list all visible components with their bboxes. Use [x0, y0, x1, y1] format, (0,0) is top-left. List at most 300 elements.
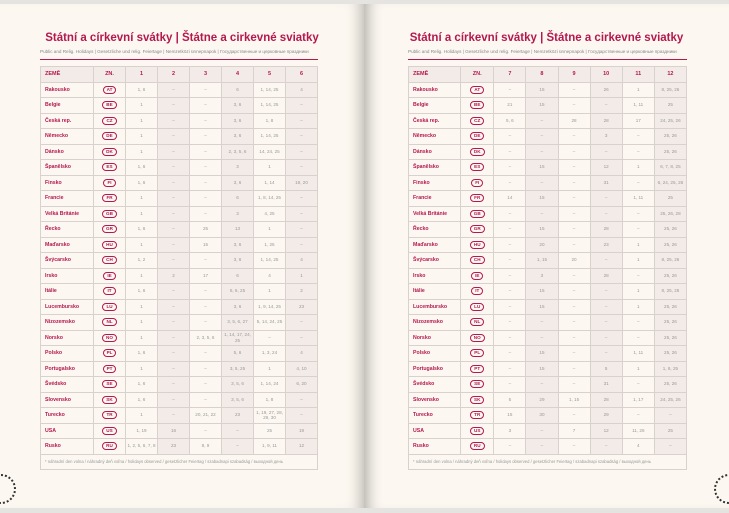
holiday-days-cell: 15 [526, 361, 558, 377]
table-row [41, 268, 318, 284]
holiday-days-cell: – [558, 160, 590, 176]
holiday-days-cell: 25, 26 [654, 315, 686, 331]
country-name: Řecko [41, 222, 94, 238]
holiday-days-cell: – [190, 175, 222, 191]
holiday-days-cell: 1 [126, 315, 158, 331]
table-row [409, 268, 687, 284]
holiday-days-cell: – [158, 160, 190, 176]
table-row [41, 206, 318, 222]
holiday-days-cell: – [590, 98, 622, 114]
holiday-days-cell: – [158, 315, 190, 331]
holiday-days-cell: 1 [126, 330, 158, 346]
holiday-days-cell: 15 [526, 98, 558, 114]
country-code-badge: PL [103, 349, 117, 357]
country-name: Dánsko [409, 144, 461, 160]
holiday-days-cell: 1, 2 [126, 253, 158, 269]
holiday-days-cell: 1, 8, 14, 25 [254, 191, 286, 207]
country-code-badge: HU [470, 241, 485, 249]
country-code-badge: CZ [470, 117, 484, 125]
holiday-days-cell: – [190, 299, 222, 315]
country-name: Švédsko [41, 377, 94, 393]
holiday-days-cell: 3, 5, 6, 27 [222, 315, 254, 331]
holiday-days-cell: – [558, 330, 590, 346]
holiday-days-cell: 3, 6 [222, 237, 254, 253]
holiday-days-cell: – [526, 377, 558, 393]
table-row [41, 299, 318, 315]
holiday-days-cell: – [190, 191, 222, 207]
country-code-cell [461, 237, 494, 253]
holiday-days-cell: – [158, 361, 190, 377]
holiday-days-cell: – [494, 284, 526, 300]
country-name: Finsko [409, 175, 461, 191]
country-code-badge: GB [470, 210, 485, 218]
holiday-days-cell: – [590, 439, 622, 455]
country-code-cell [461, 98, 494, 114]
holiday-days-cell: – [158, 377, 190, 393]
country-name: Norsko [409, 330, 461, 346]
holiday-days-cell: 3, 5, 6 [222, 377, 254, 393]
holiday-days-cell: – [558, 98, 590, 114]
country-code-badge: PL [470, 349, 484, 357]
holiday-days-cell: 1 [622, 299, 654, 315]
decorative-dotted-arc [0, 474, 16, 504]
holiday-days-cell: 6, 20 [286, 377, 318, 393]
country-code-badge: SE [470, 380, 484, 388]
holiday-days-cell: – [158, 408, 190, 424]
country-code-badge: IT [103, 287, 115, 295]
holiday-days-cell: – [286, 330, 318, 346]
country-code-badge: RU [470, 442, 485, 450]
table-row [409, 361, 687, 377]
holiday-days-cell: 3, 6 [222, 253, 254, 269]
holiday-days-cell: 1 [622, 361, 654, 377]
holiday-days-cell: – [158, 82, 190, 98]
country-code-cell [461, 423, 494, 439]
country-code-cell [461, 330, 494, 346]
holiday-days-cell: – [654, 439, 686, 455]
footnote-row [409, 454, 687, 469]
holiday-days-cell: – [494, 206, 526, 222]
holiday-days-cell: – [158, 144, 190, 160]
holiday-days-cell: – [558, 82, 590, 98]
country-code-badge: AT [103, 86, 117, 94]
holiday-days-cell: 1, 6 [126, 284, 158, 300]
holiday-days-cell: 25 [654, 191, 686, 207]
header-row [41, 67, 318, 83]
holiday-days-cell: – [590, 330, 622, 346]
country-name: Itálie [409, 284, 461, 300]
country-name: Finsko [41, 175, 94, 191]
holiday-days-cell: 28 [590, 268, 622, 284]
country-code-cell [461, 392, 494, 408]
holiday-days-cell: 23 [590, 237, 622, 253]
holiday-days-cell: – [622, 408, 654, 424]
holiday-days-cell: 25, 26 [654, 346, 686, 362]
holiday-days-cell: 5, 6, 25 [222, 284, 254, 300]
holiday-days-cell: 3 [494, 423, 526, 439]
holiday-days-cell: – [190, 82, 222, 98]
table-row [409, 175, 687, 191]
holiday-days-cell: 5, 6 [222, 346, 254, 362]
header-month: 5 [254, 67, 286, 83]
holiday-days-cell: 1 [622, 160, 654, 176]
holiday-days-cell: 25 [654, 423, 686, 439]
holiday-days-cell: – [494, 175, 526, 191]
holiday-days-cell: 25, 26 [654, 377, 686, 393]
holiday-days-cell: 1, 6 [126, 82, 158, 98]
country-name: Rusko [41, 439, 94, 455]
holiday-days-cell: 1, 11 [622, 346, 654, 362]
holiday-days-cell: – [286, 392, 318, 408]
holiday-days-cell: – [622, 144, 654, 160]
holiday-days-cell: – [158, 253, 190, 269]
holiday-days-cell: 3 [526, 268, 558, 284]
table-row [41, 144, 318, 160]
holiday-days-cell: 1 [286, 268, 318, 284]
holiday-days-cell: – [494, 361, 526, 377]
holiday-days-cell: – [190, 144, 222, 160]
country-code-cell [94, 253, 126, 269]
country-code-cell [461, 206, 494, 222]
country-name: Španělsko [409, 160, 461, 176]
country-name: Portugalsko [41, 361, 94, 377]
holiday-days-cell: – [222, 423, 254, 439]
holiday-days-cell: 1, 14, 25 [254, 253, 286, 269]
holiday-days-cell: 1 [126, 361, 158, 377]
holiday-days-cell: 1 [254, 222, 286, 238]
holiday-days-cell: 8, 25, 26 [654, 82, 686, 98]
holiday-days-cell: 25, 26 [654, 144, 686, 160]
holiday-days-cell: 20 [558, 253, 590, 269]
table-row [409, 222, 687, 238]
table-row [409, 160, 687, 176]
country-name: Rusko [409, 439, 461, 455]
holiday-days-cell: 1, 14, 17, 24, 25 [222, 330, 254, 346]
footnote-row [41, 454, 318, 469]
holiday-days-cell: 19 [286, 423, 318, 439]
country-code-cell [461, 160, 494, 176]
holiday-days-cell: – [590, 315, 622, 331]
holiday-days-cell: – [494, 439, 526, 455]
country-code-badge: AT [470, 86, 484, 94]
country-name: USA [409, 423, 461, 439]
header-month: 7 [494, 67, 526, 83]
holiday-days-cell: 6 [222, 268, 254, 284]
country-code-badge: LU [102, 303, 116, 311]
holiday-days-cell: 1 [126, 144, 158, 160]
table-row [41, 423, 318, 439]
holiday-days-cell: – [590, 206, 622, 222]
country-code-badge: GR [470, 225, 485, 233]
country-code-badge: NL [470, 318, 484, 326]
holiday-days-cell: – [158, 392, 190, 408]
holiday-days-cell: – [558, 191, 590, 207]
holiday-days-cell: 25, 26 [654, 268, 686, 284]
holiday-days-cell: – [190, 113, 222, 129]
table-row [41, 346, 318, 362]
holiday-days-cell: – [286, 237, 318, 253]
table-row [409, 98, 687, 114]
holiday-days-cell: 15 [526, 222, 558, 238]
holiday-days-cell: – [190, 129, 222, 145]
holiday-days-cell: 31 [590, 175, 622, 191]
holiday-days-cell: – [190, 253, 222, 269]
country-code-badge: TR [470, 411, 484, 419]
holiday-days-cell: 29 [526, 392, 558, 408]
holiday-days-cell: 4 [286, 253, 318, 269]
holiday-days-cell: 1, 17 [622, 392, 654, 408]
holiday-days-cell: – [254, 330, 286, 346]
country-code-cell [461, 284, 494, 300]
holiday-days-cell: 1 [126, 113, 158, 129]
holiday-days-cell: 15 [526, 284, 558, 300]
country-name: Švédsko [409, 377, 461, 393]
holiday-days-cell: – [558, 206, 590, 222]
holiday-days-cell: 1, 19 [126, 423, 158, 439]
holiday-days-cell: 3 [590, 129, 622, 145]
holiday-table-jul-dec [408, 66, 687, 470]
holiday-days-cell: 6, 24, 25, 26 [654, 175, 686, 191]
country-name: Francie [409, 191, 461, 207]
table-row [41, 98, 318, 114]
holiday-days-cell: 20, 21, 22 [190, 408, 222, 424]
holiday-table-jan-jun [40, 66, 318, 470]
country-code-cell [461, 144, 494, 160]
holiday-days-cell: 12 [590, 423, 622, 439]
holiday-days-cell: 1 [126, 408, 158, 424]
holiday-days-cell: – [558, 408, 590, 424]
holiday-days-cell: 1, 6 [126, 160, 158, 176]
page-subtitle: Public and Relig. Holidays | Gesetzliche und relig. Feiertage | Nemzetközi ünnepnapok | Государственные и церковные праздники [40, 49, 309, 54]
country-code-cell [94, 330, 126, 346]
country-code-cell [461, 175, 494, 191]
holiday-days-cell: – [590, 253, 622, 269]
holiday-days-cell: 23 [286, 299, 318, 315]
holiday-days-cell: 1, 14, 25 [254, 129, 286, 145]
holiday-days-cell: 15 [526, 191, 558, 207]
header-month: 2 [158, 67, 190, 83]
holiday-days-cell: 4 [254, 268, 286, 284]
holiday-days-cell: – [558, 346, 590, 362]
country-code-badge: CZ [102, 117, 116, 125]
country-code-cell [461, 191, 494, 207]
country-code-cell [94, 392, 126, 408]
holiday-days-cell: 2 [158, 268, 190, 284]
holiday-days-cell: 1 [126, 237, 158, 253]
holiday-days-cell: – [158, 175, 190, 191]
holiday-days-cell: – [190, 346, 222, 362]
holiday-days-cell: – [158, 284, 190, 300]
header-country: ZEMĚ [41, 67, 94, 83]
holiday-days-cell: – [590, 284, 622, 300]
table-row [41, 175, 318, 191]
holiday-days-cell: 5 [590, 361, 622, 377]
country-code-cell [94, 82, 126, 98]
holiday-days-cell: 15 [526, 346, 558, 362]
country-code-badge: DE [102, 132, 116, 140]
country-code-cell [94, 408, 126, 424]
holiday-days-cell: 3, 6 [222, 113, 254, 129]
table-row [409, 82, 687, 98]
header-code: ZN. [461, 67, 494, 83]
country-code-badge: BE [470, 101, 484, 109]
country-code-cell [94, 439, 126, 455]
country-name: Slovensko [409, 392, 461, 408]
table-row [41, 222, 318, 238]
holiday-days-cell: 8, 25, 26 [654, 284, 686, 300]
country-code-badge: GR [102, 225, 117, 233]
holiday-days-cell: 1, 2, 5, 6, 7, 8 [126, 439, 158, 455]
holiday-days-cell: 5, 6 [494, 113, 526, 129]
country-name: Německo [409, 129, 461, 145]
country-code-badge: SK [470, 396, 484, 404]
holiday-days-cell: 17 [622, 113, 654, 129]
country-name: Velká Británie [41, 206, 94, 222]
holiday-days-cell: – [494, 129, 526, 145]
country-name: Polsko [41, 346, 94, 362]
country-code-cell [94, 423, 126, 439]
holiday-days-cell: 12 [590, 160, 622, 176]
holiday-days-cell: 11, 26 [622, 423, 654, 439]
holiday-days-cell: – [190, 284, 222, 300]
table-row [409, 129, 687, 145]
holiday-days-cell: – [158, 299, 190, 315]
table-row [409, 253, 687, 269]
holiday-days-cell: 3, 5, 6 [222, 392, 254, 408]
country-code-cell [461, 268, 494, 284]
holiday-days-cell: 1, 6 [126, 175, 158, 191]
left-page [0, 4, 364, 508]
table-row [41, 113, 318, 129]
holiday-days-cell: – [158, 113, 190, 129]
country-name: Švýcarsko [41, 253, 94, 269]
holiday-days-cell: 20 [526, 237, 558, 253]
holiday-days-cell: – [286, 129, 318, 145]
holiday-days-cell: – [622, 315, 654, 331]
table-row [409, 284, 687, 300]
holiday-days-cell: 4 [286, 346, 318, 362]
table-row [41, 377, 318, 393]
table-row [409, 113, 687, 129]
holiday-days-cell: 25 [254, 423, 286, 439]
country-code-badge: NO [470, 334, 485, 342]
country-name: Lucembursko [409, 299, 461, 315]
header-month: 3 [190, 67, 222, 83]
country-code-badge: SE [102, 380, 116, 388]
title-rule [40, 59, 318, 60]
country-name: Česká rep. [41, 113, 94, 129]
country-code-cell [94, 237, 126, 253]
holiday-days-cell: – [526, 129, 558, 145]
country-code-cell [461, 408, 494, 424]
country-code-cell [461, 113, 494, 129]
country-code-badge: IE [103, 272, 115, 280]
country-code-badge: IT [471, 287, 483, 295]
holiday-days-cell: – [158, 191, 190, 207]
table-row [409, 392, 687, 408]
holiday-days-cell: 25, 26 [654, 222, 686, 238]
country-code-cell [94, 315, 126, 331]
holiday-days-cell: 14 [494, 191, 526, 207]
holiday-days-cell: – [526, 175, 558, 191]
holiday-days-cell: 31 [590, 377, 622, 393]
holiday-days-cell: – [158, 237, 190, 253]
holiday-days-cell: 1, 9, 14, 25 [254, 299, 286, 315]
country-name: Irsko [41, 268, 94, 284]
holiday-days-cell: – [286, 160, 318, 176]
country-code-badge: LU [470, 303, 484, 311]
holiday-days-cell: 8, 25, 26 [654, 253, 686, 269]
table-row [41, 330, 318, 346]
country-name: Švýcarsko [409, 253, 461, 269]
country-name: Lucembursko [41, 299, 94, 315]
holiday-days-cell: – [622, 377, 654, 393]
header-month: 4 [222, 67, 254, 83]
table-row [41, 284, 318, 300]
holiday-days-cell: – [190, 160, 222, 176]
holiday-days-cell: – [526, 330, 558, 346]
holiday-days-cell: – [158, 129, 190, 145]
holiday-days-cell: – [590, 346, 622, 362]
holiday-days-cell: – [190, 315, 222, 331]
holiday-days-cell: 3, 6 [222, 129, 254, 145]
holiday-days-cell: 1, 6 [126, 392, 158, 408]
holiday-days-cell: 4 [286, 82, 318, 98]
table-row [41, 160, 318, 176]
country-code-cell [94, 98, 126, 114]
holiday-days-cell: 3, 6 [222, 98, 254, 114]
header-month: 12 [654, 67, 686, 83]
holiday-days-cell: – [158, 222, 190, 238]
header-country: ZEMĚ [409, 67, 461, 83]
country-name: Maďarsko [41, 237, 94, 253]
holiday-days-cell: 28 [590, 392, 622, 408]
table-row [41, 237, 318, 253]
country-code-cell [94, 175, 126, 191]
holiday-days-cell: 1, 11 [622, 98, 654, 114]
holiday-days-cell: 1 [126, 129, 158, 145]
country-code-cell [94, 144, 126, 160]
holiday-days-cell: – [558, 175, 590, 191]
holiday-days-cell: 1 [126, 98, 158, 114]
holiday-days-cell: – [558, 284, 590, 300]
country-name: Belgie [409, 98, 461, 114]
country-name: Nizozemsko [409, 315, 461, 331]
holiday-days-cell: 5 [494, 392, 526, 408]
header-month: 8 [526, 67, 558, 83]
footnote: * náhradní den volna / náhradný deň voľna / holidays observed / gesetzlicher Feiertag / szabadnapi szabadság / выходной день [41, 454, 318, 469]
country-name: Slovensko [41, 392, 94, 408]
country-code-badge: GB [102, 210, 117, 218]
title-rule [408, 59, 687, 60]
country-code-cell [94, 129, 126, 145]
country-code-cell [461, 129, 494, 145]
holiday-days-cell: – [558, 268, 590, 284]
holiday-days-cell: 1 [622, 82, 654, 98]
header-month: 10 [590, 67, 622, 83]
table-row [409, 346, 687, 362]
holiday-days-cell: 2, 3, 5, 6 [190, 330, 222, 346]
country-code-badge: DE [470, 132, 484, 140]
holiday-days-cell: 2, 3, 5, 6 [222, 144, 254, 160]
holiday-days-cell: 4, 10 [286, 361, 318, 377]
holiday-days-cell: – [286, 98, 318, 114]
country-code-badge: NL [102, 318, 116, 326]
holiday-days-cell: 28 [590, 222, 622, 238]
country-code-badge: PT [470, 365, 484, 373]
country-code-badge: FI [471, 179, 483, 187]
holiday-days-cell: – [558, 361, 590, 377]
